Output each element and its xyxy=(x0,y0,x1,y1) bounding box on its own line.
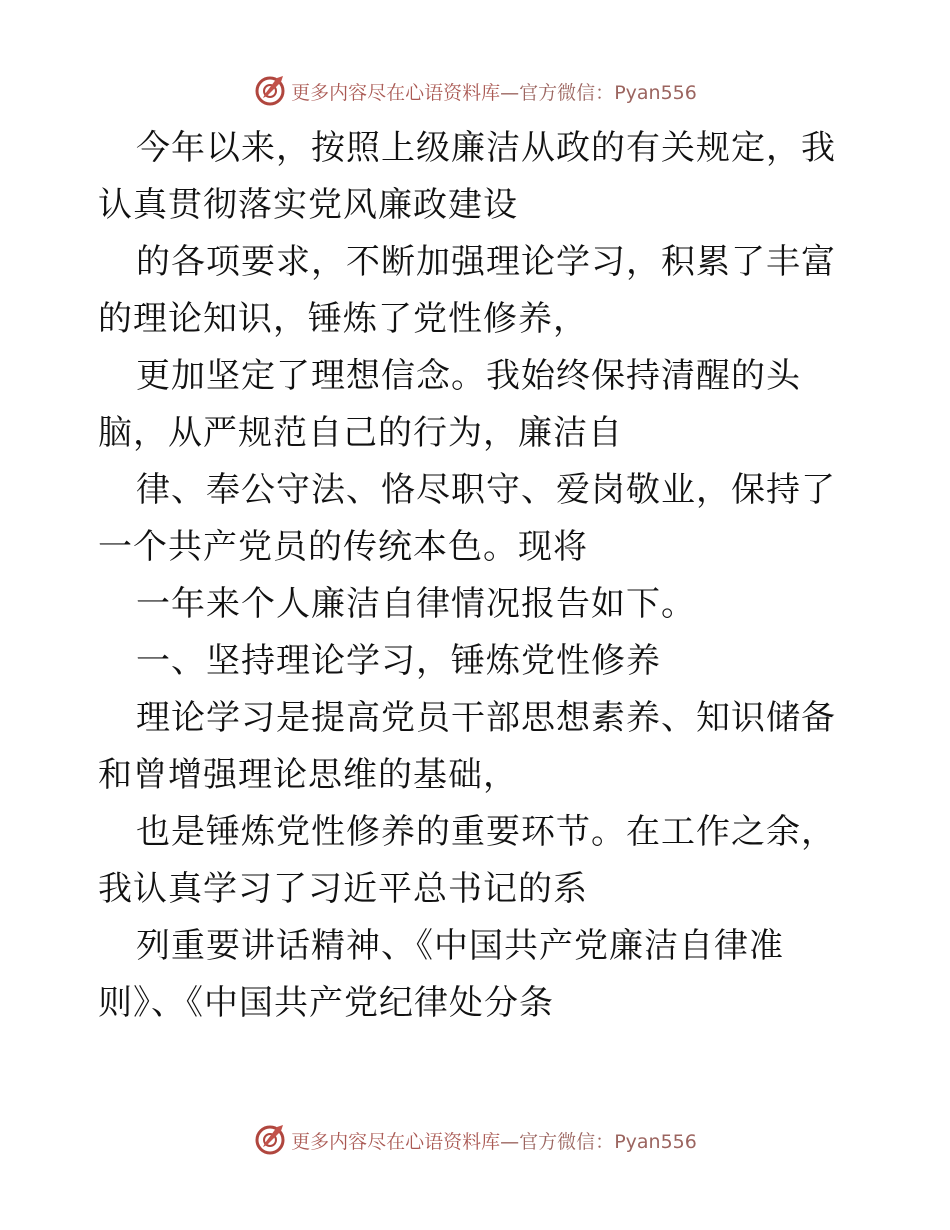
paragraph: 一年来个人廉洁自律情况报告如下。 xyxy=(136,584,696,624)
paragraph: 理论学习是提高党员干部思想素养、知识储备和曾增强理论思维的基础， xyxy=(98,698,836,795)
watermark-separator: — xyxy=(500,1130,520,1153)
paragraph: 律、奉公守法、恪尽职守、爱岗敬业，保持了一个共产党员的传统本色。现将 xyxy=(98,470,836,567)
watermark-id: Pyan556 xyxy=(614,81,697,104)
footer-watermark xyxy=(0,1120,950,1160)
watermark-main: 更多内容尽在心语资料库 xyxy=(291,81,501,104)
document-body xyxy=(98,120,858,1032)
pen-logo-icon xyxy=(253,1123,287,1157)
watermark-official: 官方微信： xyxy=(519,1130,615,1153)
paragraph: 的各项要求，不断加强理论学习，积累了丰富的理论知识，锤炼了党性修养， xyxy=(98,242,836,339)
paragraph: 今年以来，按照上级廉洁从政的有关规定，我认真贯彻落实党风廉政建设 xyxy=(98,128,836,225)
section-heading: 一、坚持理论学习，锤炼党性修养 xyxy=(136,641,661,681)
watermark-main: 更多内容尽在心语资料库 xyxy=(291,1130,501,1153)
paragraph: 列重要讲话精神、《中国共产党廉洁自律准则》、《中国共产党纪律处分条 xyxy=(98,926,784,1023)
watermark-text xyxy=(291,1127,697,1154)
watermark-text xyxy=(291,78,697,105)
paragraph: 更加坚定了理想信念。我始终保持清醒的头脑，从严规范自己的行为，廉洁自 xyxy=(98,356,801,453)
pen-logo-icon xyxy=(253,74,287,108)
paragraph: 也是锤炼党性修养的重要环节。在工作之余，我认真学习了习近平总书记的系 xyxy=(98,812,836,909)
watermark-id: Pyan556 xyxy=(614,1130,697,1153)
header-watermark xyxy=(0,71,950,111)
watermark-official: 官方微信： xyxy=(519,81,615,104)
watermark-separator: — xyxy=(500,81,520,104)
